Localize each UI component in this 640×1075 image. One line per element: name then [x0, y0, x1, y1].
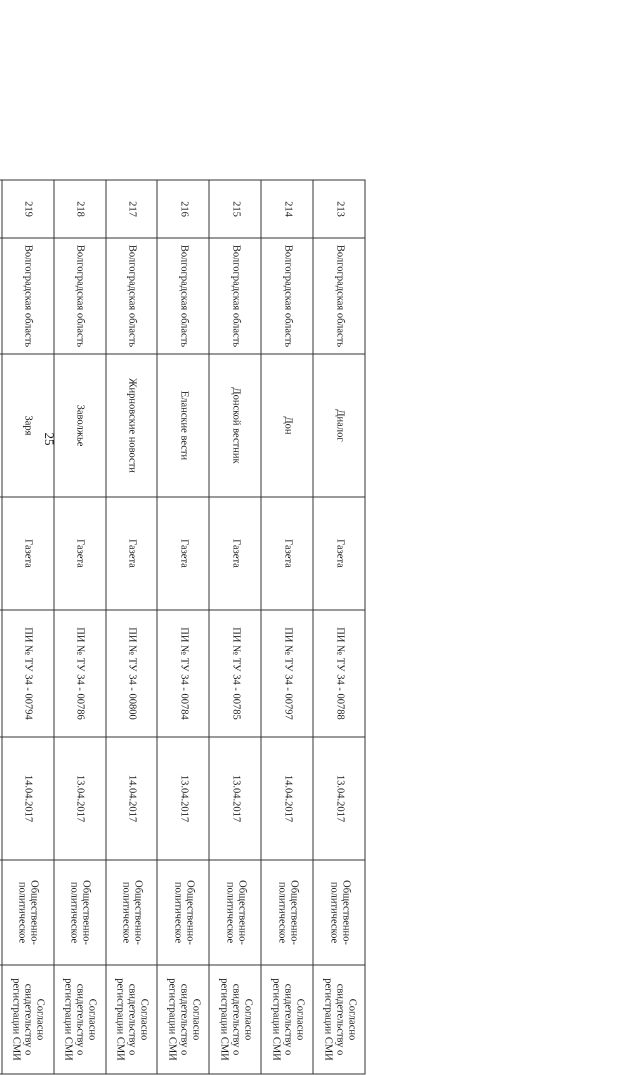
- topic-cell: Общественно-политическое: [261, 860, 313, 965]
- topic-cell: Общественно-политическое: [2, 860, 54, 965]
- region-cell: Волгоградская область: [313, 238, 365, 354]
- basis-cell: Согласно свидетельству о регистрации СМИ: [261, 965, 313, 1074]
- row-number-cell: 214: [261, 180, 313, 238]
- table-row: [158, 180, 210, 1074]
- registration-date-cell: 14.04.2017: [2, 737, 54, 860]
- region-cell: Волгоградская область: [209, 238, 261, 354]
- table-row: [106, 180, 158, 1074]
- media-title-cell: Дон: [261, 354, 313, 497]
- registration-date-cell: 13.04.2017: [54, 737, 106, 860]
- registration-date-cell: 13.04.2017: [209, 737, 261, 860]
- region-cell: Волгоградская область: [158, 238, 210, 354]
- topic-cell: [0, 860, 2, 965]
- topic-cell: Общественно-политическое: [54, 860, 106, 965]
- media-kind-cell: Газета: [2, 497, 54, 610]
- basis-cell: Согласно свидетельству о регистрации СМИ: [106, 965, 158, 1074]
- registration-number-cell: ПИ № ТУ 34 - 00784: [158, 610, 210, 737]
- table-row: [209, 180, 261, 1074]
- media-title-cell: Еланские вести: [158, 354, 210, 497]
- row-number-cell: 219: [2, 180, 54, 238]
- registration-number-cell: ПИ № ТУ 34 - 00788: [313, 610, 365, 737]
- registration-number-cell: ПИ № ТУ 34 - 00785: [209, 610, 261, 737]
- media-registry-table: [0, 180, 366, 1075]
- table-row: [2, 180, 54, 1074]
- registration-date-cell: 13.04.2017: [313, 737, 365, 860]
- region-cell: Волгоградская область: [2, 238, 54, 354]
- topic-cell: Общественно-политическое: [209, 860, 261, 965]
- registration-date-cell: 14.04.2017: [261, 737, 313, 860]
- basis-cell: [0, 965, 2, 1074]
- media-kind-cell: Газета: [158, 497, 210, 610]
- topic-cell: Общественно-политическое: [158, 860, 210, 965]
- topic-cell: Общественно-политическое: [313, 860, 365, 965]
- row-number-cell: 213: [313, 180, 365, 238]
- registration-date-cell: 13.04.2017: [158, 737, 210, 860]
- media-kind-cell: Газета: [261, 497, 313, 610]
- row-number-cell: 217: [106, 180, 158, 238]
- media-kind-cell: Газета: [209, 497, 261, 610]
- basis-cell: Согласно свидетельству о регистрации СМИ: [2, 965, 54, 1074]
- media-title-cell: Донской вестник: [209, 354, 261, 497]
- media-title-cell: [0, 354, 2, 497]
- registration-number-cell: ПИ № ТУ 34 - 00794: [2, 610, 54, 737]
- row-number-cell: 218: [54, 180, 106, 238]
- media-kind-cell: Газета: [106, 497, 158, 610]
- region-cell: Волгоградская область: [261, 238, 313, 354]
- registration-number-cell: [0, 610, 2, 737]
- media-title-cell: Диалог: [313, 354, 365, 497]
- region-cell: Волгоградская область: [106, 238, 158, 354]
- media-title-cell: Жирновские новости: [106, 354, 158, 497]
- registration-number-cell: ПИ № ТУ 34 - 00797: [261, 610, 313, 737]
- media-kind-cell: [0, 497, 2, 610]
- registration-number-cell: ПИ № ТУ 34 - 00786: [54, 610, 106, 737]
- media-title-cell: Заря: [2, 354, 54, 497]
- registration-number-cell: ПИ № ТУ 34 - 00800: [106, 610, 158, 737]
- media-kind-cell: Газета: [313, 497, 365, 610]
- media-kind-cell: Газета: [54, 497, 106, 610]
- basis-cell: Согласно свидетельству о регистрации СМИ: [209, 965, 261, 1074]
- basis-cell: Согласно свидетельству о регистрации СМИ: [54, 965, 106, 1074]
- region-cell: Волгоградская область: [54, 238, 106, 354]
- row-number-cell: [0, 180, 2, 238]
- basis-cell: Согласно свидетельству о регистрации СМИ: [158, 965, 210, 1074]
- page-number: 25: [42, 432, 57, 446]
- table-row: [313, 180, 365, 1074]
- table-row: [0, 180, 2, 1074]
- row-number-cell: 215: [209, 180, 261, 238]
- media-title-cell: Заволжье: [54, 354, 106, 497]
- registration-date-cell: 14.04.2017: [106, 737, 158, 860]
- topic-cell: Общественно-политическое: [106, 860, 158, 965]
- basis-cell: Согласно свидетельству о регистрации СМИ: [313, 965, 365, 1074]
- table-row: [261, 180, 313, 1074]
- registration-date-cell: [0, 737, 2, 860]
- region-cell: [0, 238, 2, 354]
- row-number-cell: 216: [158, 180, 210, 238]
- table-row: [54, 180, 106, 1074]
